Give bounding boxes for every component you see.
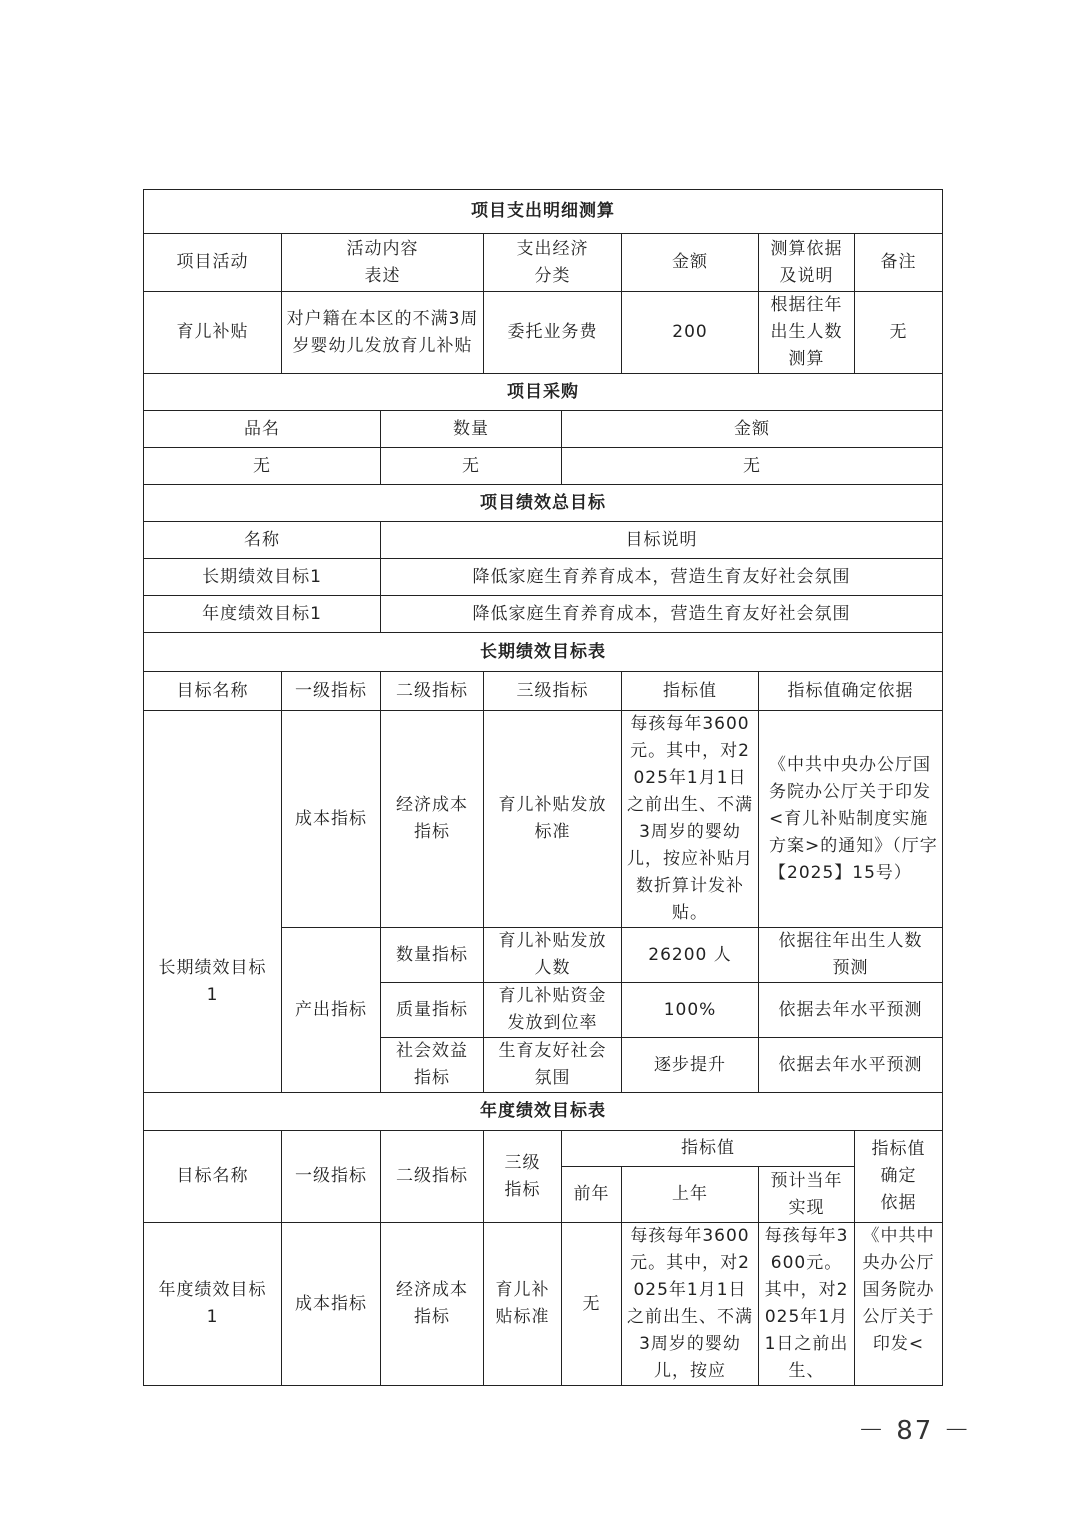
overall-goal-header-desc: 目标说明: [381, 522, 943, 559]
annual-basis: 《中共中央办公厅 国务院办公厅关于印发<: [855, 1223, 943, 1386]
overall-goal-row: [144, 559, 943, 596]
expense-cell-category: 委托业务费: [484, 292, 622, 374]
output-level3: 生育友好社会 氛围: [484, 1038, 622, 1093]
output-level3: 育儿补贴资金 发放到位率: [484, 983, 622, 1038]
output-level2: 质量指标: [381, 983, 484, 1038]
procurement-cell-quantity: 无: [381, 448, 562, 485]
overall-goal-name: 年度绩效目标1: [144, 596, 381, 633]
annual-level3: 育儿补 贴标准: [484, 1223, 562, 1386]
long-term-cost-level3: 育儿补贴发放 标准: [484, 711, 622, 928]
output-value: 26200 人: [622, 928, 759, 983]
annual-section-title: 年度绩效目标表: [144, 1093, 943, 1131]
annual-prev: 每孩每年3600元。其中，对2025年1月1日之前出生、不满3周岁的婴幼儿，按应: [622, 1223, 759, 1386]
expense-section-title: 项目支出明细测算: [144, 190, 943, 234]
output-basis: 依据去年水平预测: [759, 1038, 943, 1093]
long-term-header-value: 指标值: [622, 672, 759, 711]
overall-goal-section-title: 项目绩效总目标: [144, 485, 943, 522]
annual-prev-prev: 无: [562, 1223, 622, 1386]
expense-header-content: 活动内容 表述: [282, 234, 484, 292]
procurement-header-amount: 金额: [562, 411, 943, 448]
annual-header-prev: 上年: [622, 1167, 759, 1223]
long-term-section-title: 长期绩效目标表: [144, 633, 943, 672]
long-term-header-basis: 指标值确定依据: [759, 672, 943, 711]
output-level2: 数量指标: [381, 928, 484, 983]
annual-header-prev-prev: 前年: [562, 1167, 622, 1223]
annual-goal-name: 年度绩效目标 1: [144, 1223, 282, 1386]
overall-goal-desc: 降低家庭生育养育成本，营造生育友好社会氛围: [381, 596, 943, 633]
overall-goal-desc: 降低家庭生育养育成本，营造生育友好社会氛围: [381, 559, 943, 596]
long-term-header-goal: 目标名称: [144, 672, 282, 711]
annual-level2: 经济成本 指标: [381, 1223, 484, 1386]
expense-header-amount: 金额: [622, 234, 759, 292]
output-basis: 依据往年出生人数 预测: [759, 928, 943, 983]
annual-row: [144, 1223, 943, 1386]
expense-cell-remark: 无: [855, 292, 943, 374]
annual-header-expected: 预计当年 实现: [759, 1167, 855, 1223]
long-term-header-level1: 一级指标: [282, 672, 381, 711]
output-basis: 依据去年水平预测: [759, 983, 943, 1038]
expense-header-basis: 测算依据及说明: [759, 234, 855, 292]
long-term-cost-level1: 成本指标: [282, 711, 381, 928]
annual-level1: 成本指标: [282, 1223, 381, 1386]
annual-header-value-group: 指标值: [562, 1131, 855, 1167]
long-term-header-level3: 三级指标: [484, 672, 622, 711]
page-number: － 87 －: [858, 1416, 972, 1446]
annual-header-level3: 三级 指标: [484, 1131, 562, 1223]
long-term-cost-basis: 《中共中央办公厅国务院办公厅关于印发<育儿补贴制度实施方案>的通知》（厅字【2025】15号）: [759, 711, 943, 928]
expense-cell-amount: 200: [622, 292, 759, 374]
annual-expected: 每孩每年3600元。其中，对2025年1月1日之前出生、: [759, 1223, 855, 1386]
annual-header-basis: 指标值 确定 依据: [855, 1131, 943, 1223]
annual-header-goal: 目标名称: [144, 1131, 282, 1223]
annual-header-level2: 二级指标: [381, 1131, 484, 1223]
expense-cell-activity: 育儿补贴: [144, 292, 282, 374]
annual-header-level1: 一级指标: [282, 1131, 381, 1223]
procurement-section-title: 项目采购: [144, 374, 943, 411]
overall-goal-row: [144, 596, 943, 633]
output-level3: 育儿补贴发放 人数: [484, 928, 622, 983]
long-term-header-level2: 二级指标: [381, 672, 484, 711]
overall-goal-header-name: 名称: [144, 522, 381, 559]
overall-goal-name: 长期绩效目标1: [144, 559, 381, 596]
output-value: 逐步提升: [622, 1038, 759, 1093]
procurement-cell-amount: 无: [562, 448, 943, 485]
expense-header-category: 支出经济 分类: [484, 234, 622, 292]
long-term-cost-value: 每孩每年3600元。其中，对2025年1月1日之前出生、不满3周岁的婴幼儿，按应补贴月数折算计发补贴。: [622, 711, 759, 928]
long-term-cost-level2: 经济成本 指标: [381, 711, 484, 928]
expense-cell-basis: 根据往年出生人数测算: [759, 292, 855, 374]
long-term-output-level1: 产出指标: [282, 928, 381, 1093]
output-value: 100%: [622, 983, 759, 1038]
output-level2: 社会效益 指标: [381, 1038, 484, 1093]
procurement-header-quantity: 数量: [381, 411, 562, 448]
procurement-cell-item: 无: [144, 448, 381, 485]
expense-header-remark: 备注: [855, 234, 943, 292]
expense-header-activity: 项目活动: [144, 234, 282, 292]
expense-cell-content: 对户籍在本区的不满3周岁婴幼儿发放育儿补贴: [282, 292, 484, 374]
procurement-header-item: 品名: [144, 411, 381, 448]
long-term-goal-name: 长期绩效目标 1: [144, 711, 282, 1093]
budget-table: [143, 189, 943, 1386]
